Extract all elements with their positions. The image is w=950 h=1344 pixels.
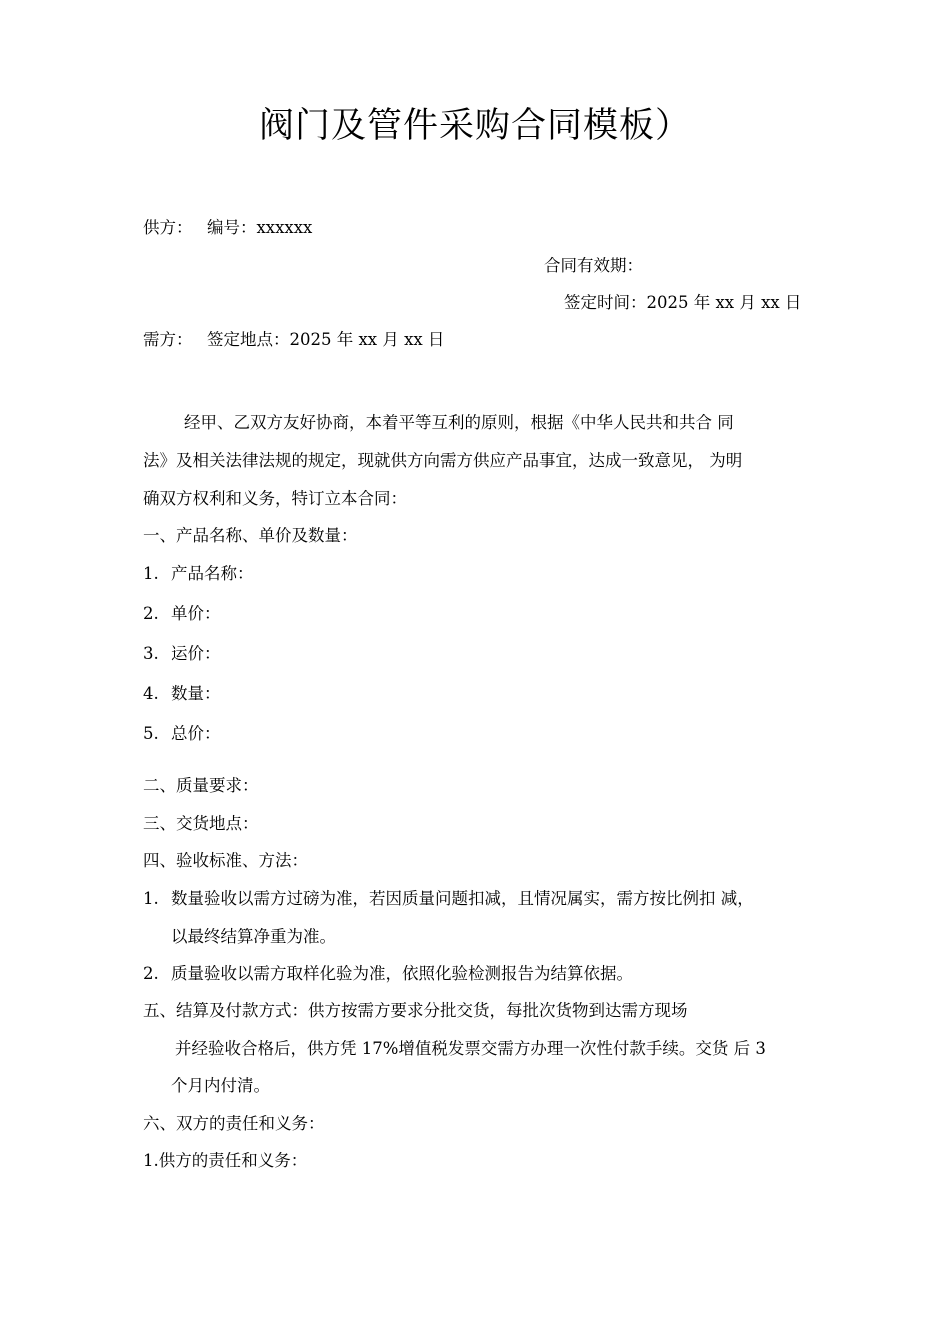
list-item-text: 质量验收以需方取样化验为准，依照化验检测报告为结算依据。 xyxy=(171,964,633,983)
list-item-number: 2. xyxy=(143,604,159,623)
buyer-label: 需方： xyxy=(143,330,193,349)
list-item-continuation: 以最终结算净重为准。 xyxy=(171,927,336,946)
section-5-line-1: 五、结算及付款方式：供方按需方要求分批交货，每批次货物到达需方现场 xyxy=(143,1001,688,1020)
section-4-heading: 四、验收标准、方法： xyxy=(143,851,308,870)
list-item xyxy=(143,606,221,623)
intro-line-2: 法》及相关法律法规的规定，现就供方向需方供应产品事宜，达成一致意见， 为明 xyxy=(143,451,743,470)
list-item-text: 数量： xyxy=(171,684,221,703)
list-item-text: 数量验收以需方过磅为准，若因质量问题扣减，且情况属实，需方按比例扣 减， xyxy=(171,889,754,908)
list-item-text: 单价： xyxy=(171,604,221,623)
list-item-number: 3. xyxy=(143,644,159,663)
supplier-label: 供方： xyxy=(143,218,193,237)
section-1-heading: 一、产品名称、单价及数量： xyxy=(143,526,358,545)
list-item-number: 2. xyxy=(143,964,159,983)
list-item xyxy=(143,726,221,743)
section-6-subheading: 1.供方的责任和义务： xyxy=(143,1151,308,1170)
sign-time: 签定时间：2025 年 xx 月 xx 日 xyxy=(564,293,802,312)
list-item-number: 4. xyxy=(143,684,159,703)
list-item xyxy=(143,966,633,983)
list-item-text: 运价： xyxy=(171,644,221,663)
list-item-number: 1. xyxy=(143,564,159,583)
list-item xyxy=(143,891,754,908)
contract-number: 编号：xxxxxx xyxy=(207,218,313,237)
section-3-heading: 三、交货地点： xyxy=(143,814,259,833)
list-item xyxy=(143,686,221,703)
section-5-line-3: 个月内付清。 xyxy=(171,1076,270,1095)
section-5-line-2: 并经验收合格后，供方凭 17%增值税发票交需方办理一次性付款手续。交货 后 3 xyxy=(175,1039,766,1058)
intro-line-3: 确双方权利和义务，特订立本合同： xyxy=(143,489,407,508)
list-item-number: 1. xyxy=(143,889,159,908)
list-item-number: 5. xyxy=(143,724,159,743)
list-item-text: 产品名称： xyxy=(171,564,254,583)
section-6-heading: 六、双方的责任和义务： xyxy=(143,1114,325,1133)
contract-validity: 合同有效期： xyxy=(544,256,643,275)
list-item xyxy=(143,646,221,663)
document-title: 阀门及管件采购合同模板） xyxy=(258,106,691,146)
intro-line-1: 经甲、乙双方友好协商，本着平等互利的原则，根据《中华人民共和共合 同 xyxy=(184,413,734,432)
sign-place: 签定地点：2025 年 xx 月 xx 日 xyxy=(207,330,445,349)
list-item-text: 总价： xyxy=(171,724,221,743)
section-2-heading: 二、质量要求： xyxy=(143,776,259,795)
list-item xyxy=(143,566,254,583)
